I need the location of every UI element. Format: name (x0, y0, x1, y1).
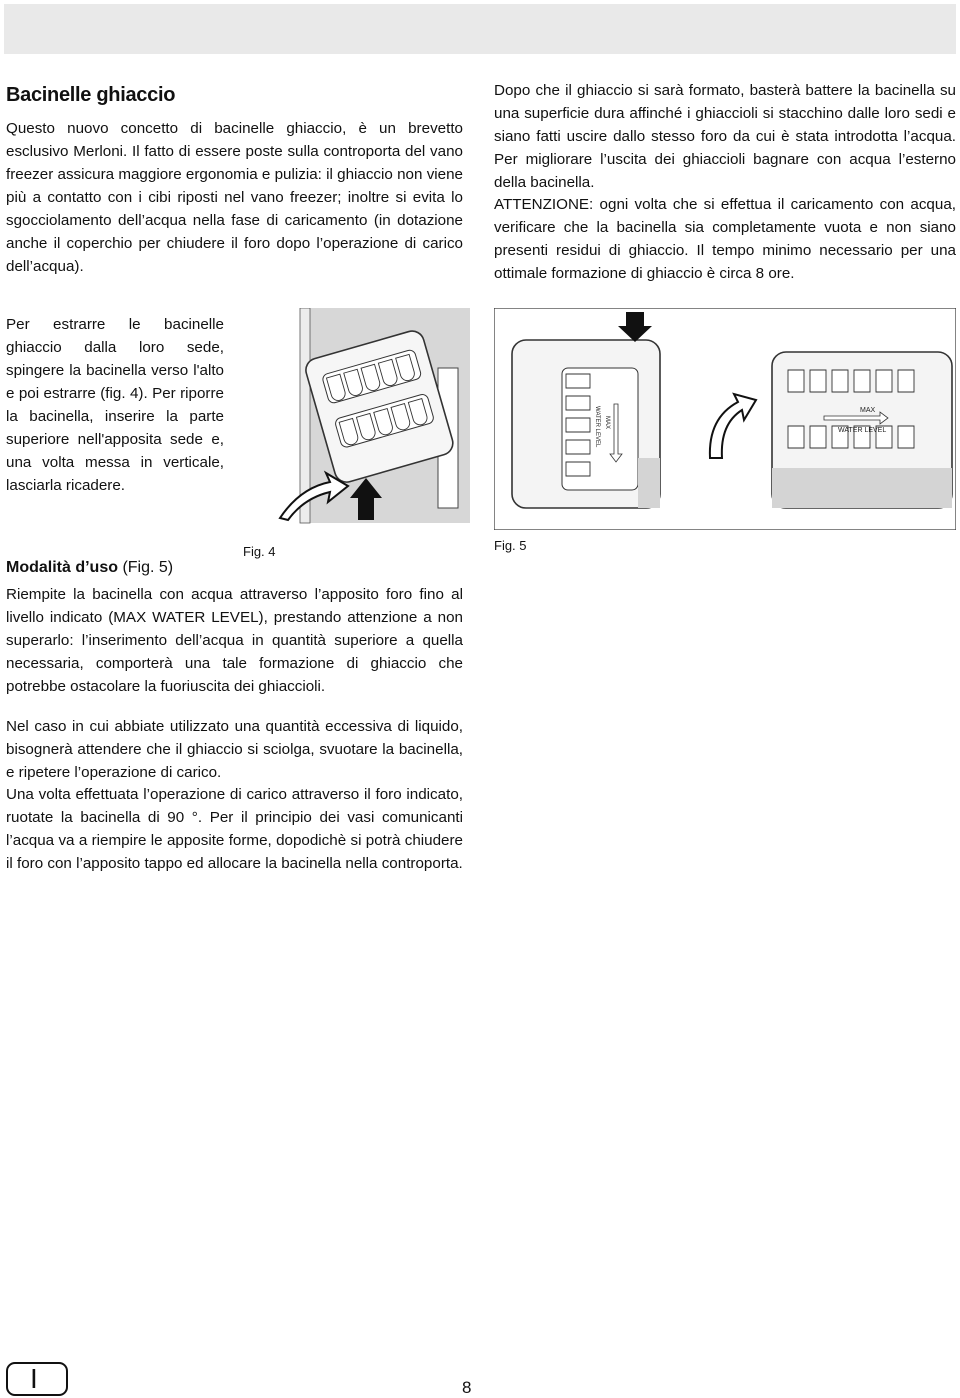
fig5-caption: Fig. 5 (494, 538, 527, 553)
svg-text:MAX: MAX (860, 407, 876, 414)
usage-heading (6, 559, 173, 577)
language-badge (6, 1362, 68, 1396)
section-title: Bacinelle ghiaccio (6, 84, 176, 106)
svg-text:WATER LEVEL: WATER LEVEL (594, 406, 600, 448)
extract-paragraph: Per estrarre le bacinelle ghiaccio dalla loro sede, spingere la bacinella verso l'alto e poi estrarre (fig. 4). Per riporre la bacinella, inserire la parte superiore nell'apposita sede e, una volta messa in verticale, lasciarla ricadere. (6, 316, 224, 494)
usage-paragraph-2: Nel caso in cui abbiate utilizzato una quantità eccessiva di liquido, bisognerà attendere che il ghiaccio si sciolga, svuotare la bacinella, e ripetere l’operazione di carico. (6, 718, 463, 781)
fig4-illustration (240, 308, 470, 528)
top-header-bar (4, 4, 956, 54)
usage-paragraph-1: Riempite la bacinella con acqua attraverso l’apposito foro fino al livello indicato (MAX WATER LEVEL), prestando attenzione a non superarlo: l’inserimento dell’acqua in quantità superiore a quella necessaria, comporterà una tale formazione di ghiaccio che potrebbe ostacolare la fuoriuscita dei ghiaccioli. (6, 586, 463, 695)
intro-paragraph: Questo nuovo concetto di bacinelle ghiaccio, è un brevetto esclusivo Merloni. Il fatto di essere poste sulla controporta del vano freezer assicura maggiore ergonomia e pulizia: il ghiaccio non viene più a contatto con i cibi riposti nel vano freezer; inoltre si evita lo sgocciolamento dell’acqua nella fase di caricamento (in dotazione anche il coperchio per chiudere il foro dopo l’operazione di carico dell’acqua). (6, 120, 463, 275)
language-badge-label: I (30, 1363, 38, 1394)
usage-heading-text: Modalità d’uso (6, 559, 118, 576)
fig4-caption: Fig. 4 (243, 544, 276, 559)
fig5-illustration (494, 308, 956, 530)
usage-paragraph-3: Una volta effettuata l’operazione di carico attraverso il foro indicato, ruotate la bacinella di 90 °. Per il principio dei vasi comunicanti l’acqua va a riempire le apposite forme, dopodichè si potrà chiudere il foro con l’apposito tappo ed allocare la bacinella nella controporta. (6, 786, 463, 872)
usage-heading-ref: (Fig. 5) (118, 559, 174, 576)
right-paragraph-2: ATTENZIONE: ogni volta che si effettua il caricamento con acqua, verificare che la bacinella sia completamente vuota e non siano presenti residui di ghiaccio. Il tempo minimo necessario per una ottimale formazione di ghiaccio è circa 8 ore. (494, 196, 956, 282)
svg-text:WATER LEVEL: WATER LEVEL (838, 427, 887, 434)
page-number: 8 (462, 1378, 472, 1397)
vertical-ice-tray (512, 340, 660, 508)
horizontal-ice-tray (772, 352, 952, 508)
right-paragraph-1: Dopo che il ghiaccio si sarà formato, basterà battere la bacinella su una superficie dura affinché i ghiaccioli si stacchino dalle loro sedi e siano fatti uscire dallo stesso foro da cui è stata introdotta l’acqua. Per migliorare l’uscita dei ghiaccioli bagnare con acqua l’esterno della bacinella. (494, 82, 956, 191)
svg-text:MAX: MAX (604, 416, 610, 430)
